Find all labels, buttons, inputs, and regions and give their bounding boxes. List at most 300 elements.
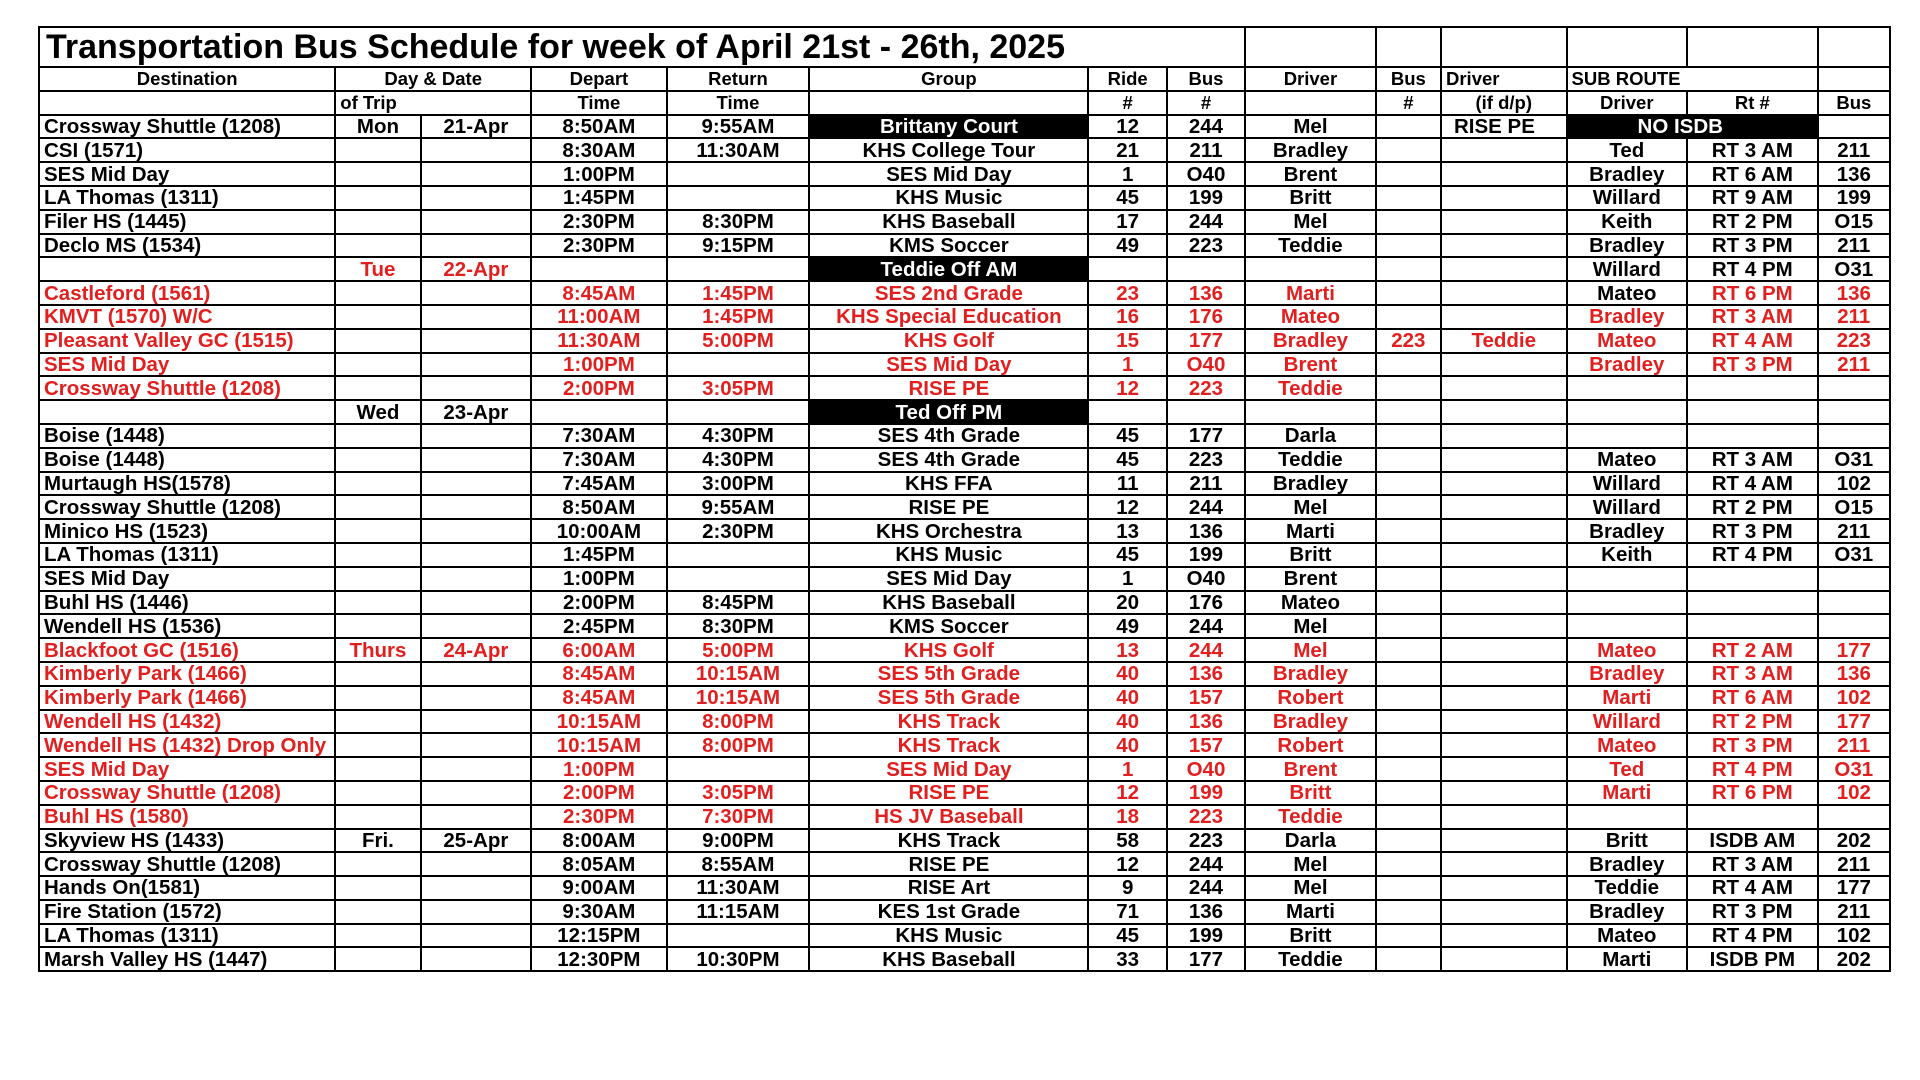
schedule-row bbox=[39, 305, 1890, 329]
group-cell: RISE PE bbox=[809, 852, 1088, 876]
group-cell: SES 4th Grade bbox=[809, 448, 1088, 472]
route-number-cell: RT 9 AM bbox=[1687, 186, 1818, 210]
depart-time-cell: 1:00PM bbox=[531, 162, 667, 186]
destination-cell: Boise (1448) bbox=[39, 424, 335, 448]
driver-cell: Darla bbox=[1245, 829, 1376, 853]
driver-2-cell bbox=[1441, 757, 1567, 781]
date-cell bbox=[421, 424, 531, 448]
driver-2-cell bbox=[1441, 281, 1567, 305]
driver-2-cell bbox=[1441, 614, 1567, 638]
sub-bus-cell bbox=[1818, 424, 1890, 448]
route-number-cell: RT 4 AM bbox=[1687, 329, 1818, 353]
ride-number-cell: 40 bbox=[1088, 733, 1166, 757]
ride-number-cell: 15 bbox=[1088, 329, 1166, 353]
sub-bus-cell: 223 bbox=[1818, 329, 1890, 353]
driver-cell: Britt bbox=[1245, 543, 1376, 567]
schedule-row bbox=[39, 876, 1890, 900]
date-cell bbox=[421, 376, 531, 400]
date-cell bbox=[421, 472, 531, 496]
bus-2-cell bbox=[1376, 210, 1441, 234]
ride-number-cell: 12 bbox=[1088, 852, 1166, 876]
depart-time-cell: 8:45AM bbox=[531, 662, 667, 686]
bus-2-cell bbox=[1376, 900, 1441, 924]
depart-time-cell: 2:00PM bbox=[531, 591, 667, 615]
bus-2-cell bbox=[1376, 733, 1441, 757]
date-cell bbox=[421, 162, 531, 186]
sub-bus-cell bbox=[1818, 591, 1890, 615]
sub-bus-cell bbox=[1818, 376, 1890, 400]
route-number-cell: RT 4 PM bbox=[1687, 543, 1818, 567]
ride-number-cell: 45 bbox=[1088, 543, 1166, 567]
sub-bus-cell: 211 bbox=[1818, 852, 1890, 876]
group-cell: SES 5th Grade bbox=[809, 662, 1088, 686]
day-cell bbox=[335, 138, 420, 162]
group-cell: KHS Track bbox=[809, 733, 1088, 757]
header-bus-2: Bus bbox=[1376, 67, 1441, 91]
route-number-cell: RT 3 PM bbox=[1687, 519, 1818, 543]
sub-bus-cell: O31 bbox=[1818, 257, 1890, 281]
bus-2-cell bbox=[1376, 757, 1441, 781]
schedule-row bbox=[39, 400, 1890, 424]
schedule-row bbox=[39, 924, 1890, 948]
schedule-row bbox=[39, 591, 1890, 615]
driver-2-cell bbox=[1441, 947, 1567, 971]
bus-number-cell: 211 bbox=[1167, 472, 1245, 496]
bus-number-cell: 177 bbox=[1167, 947, 1245, 971]
return-time-cell: 8:00PM bbox=[667, 733, 810, 757]
driver-cell: Mel bbox=[1245, 115, 1376, 139]
driver-cell: Bradley bbox=[1245, 710, 1376, 734]
bus-number-cell: 199 bbox=[1167, 781, 1245, 805]
sub-bus-cell: 211 bbox=[1818, 138, 1890, 162]
return-time-cell: 1:45PM bbox=[667, 305, 810, 329]
ride-number-cell: 45 bbox=[1088, 448, 1166, 472]
schedule-row bbox=[39, 329, 1890, 353]
ride-number-cell: 45 bbox=[1088, 186, 1166, 210]
sub-bus-cell: 211 bbox=[1818, 900, 1890, 924]
bus-number-cell: 157 bbox=[1167, 733, 1245, 757]
bus-number-cell: 223 bbox=[1167, 805, 1245, 829]
header-row-1 bbox=[39, 67, 1890, 91]
route-number-cell bbox=[1687, 424, 1818, 448]
day-cell bbox=[335, 162, 420, 186]
day-cell bbox=[335, 876, 420, 900]
group-cell: KHS Baseball bbox=[809, 591, 1088, 615]
group-cell: KHS Track bbox=[809, 829, 1088, 853]
ride-number-cell: 12 bbox=[1088, 115, 1166, 139]
destination-cell: Buhl HS (1580) bbox=[39, 805, 335, 829]
bus-number-cell: 223 bbox=[1167, 448, 1245, 472]
driver-cell bbox=[1245, 257, 1376, 281]
sub-bus-cell: 102 bbox=[1818, 472, 1890, 496]
bus-2-cell bbox=[1376, 353, 1441, 377]
group-cell: KHS Special Education bbox=[809, 305, 1088, 329]
depart-time-cell bbox=[531, 400, 667, 424]
day-cell bbox=[335, 448, 420, 472]
sub-bus-cell: 136 bbox=[1818, 162, 1890, 186]
depart-time-cell: 1:45PM bbox=[531, 186, 667, 210]
header-ride: Ride bbox=[1088, 67, 1166, 91]
bus-number-cell: 244 bbox=[1167, 876, 1245, 900]
route-number-cell: RT 3 AM bbox=[1687, 448, 1818, 472]
day-cell bbox=[335, 329, 420, 353]
group-cell: SES Mid Day bbox=[809, 353, 1088, 377]
date-cell bbox=[421, 329, 531, 353]
schedule-body bbox=[39, 115, 1890, 972]
driver-2-cell bbox=[1441, 733, 1567, 757]
driver-2-cell bbox=[1441, 591, 1567, 615]
header-return: Return bbox=[667, 67, 810, 91]
bus-number-cell: 176 bbox=[1167, 591, 1245, 615]
return-time-cell bbox=[667, 257, 810, 281]
return-time-cell bbox=[667, 353, 810, 377]
group-cell: KHS College Tour bbox=[809, 138, 1088, 162]
bus-2-cell bbox=[1376, 852, 1441, 876]
sub-bus-cell: 177 bbox=[1818, 876, 1890, 900]
return-time-cell bbox=[667, 757, 810, 781]
depart-time-cell: 2:30PM bbox=[531, 805, 667, 829]
bus-number-cell: 244 bbox=[1167, 614, 1245, 638]
header-group: Group bbox=[809, 67, 1088, 91]
bus-2-cell bbox=[1376, 805, 1441, 829]
ride-number-cell: 1 bbox=[1088, 757, 1166, 781]
sub-bus-cell: 136 bbox=[1818, 662, 1890, 686]
sub-driver-cell: Willard bbox=[1567, 495, 1688, 519]
driver-cell: Mel bbox=[1245, 852, 1376, 876]
bus-number-cell: 199 bbox=[1167, 924, 1245, 948]
sub-bus-cell bbox=[1818, 805, 1890, 829]
depart-time-cell: 8:50AM bbox=[531, 495, 667, 519]
driver-cell: Teddie bbox=[1245, 947, 1376, 971]
schedule-row bbox=[39, 115, 1890, 139]
day-cell bbox=[335, 210, 420, 234]
sub-driver-cell bbox=[1567, 424, 1688, 448]
bus-2-cell bbox=[1376, 400, 1441, 424]
driver-cell: Bradley bbox=[1245, 138, 1376, 162]
header-driver: Driver bbox=[1245, 67, 1376, 91]
bus-2-cell bbox=[1376, 781, 1441, 805]
driver-cell: Mel bbox=[1245, 614, 1376, 638]
date-cell bbox=[421, 138, 531, 162]
bus-2-cell bbox=[1376, 829, 1441, 853]
date-cell bbox=[421, 733, 531, 757]
header-sub-route: SUB ROUTE bbox=[1567, 67, 1818, 91]
depart-time-cell: 9:30AM bbox=[531, 900, 667, 924]
driver-cell: Marti bbox=[1245, 519, 1376, 543]
day-cell bbox=[335, 519, 420, 543]
driver-2-cell bbox=[1441, 781, 1567, 805]
date-cell bbox=[421, 567, 531, 591]
ride-number-cell: 13 bbox=[1088, 638, 1166, 662]
route-number-cell: RT 2 PM bbox=[1687, 710, 1818, 734]
date-cell: 22-Apr bbox=[421, 257, 531, 281]
schedule-row bbox=[39, 781, 1890, 805]
date-cell: 25-Apr bbox=[421, 829, 531, 853]
return-time-cell: 11:15AM bbox=[667, 900, 810, 924]
ride-number-cell: 71 bbox=[1088, 900, 1166, 924]
destination-cell: Buhl HS (1446) bbox=[39, 591, 335, 615]
depart-time-cell: 2:30PM bbox=[531, 234, 667, 258]
route-number-cell: RT 3 PM bbox=[1687, 733, 1818, 757]
return-time-cell: 3:05PM bbox=[667, 781, 810, 805]
schedule-row bbox=[39, 257, 1890, 281]
sub-driver-cell: Britt bbox=[1567, 829, 1688, 853]
group-cell: KHS Music bbox=[809, 543, 1088, 567]
driver-2-cell bbox=[1441, 353, 1567, 377]
date-cell: 24-Apr bbox=[421, 638, 531, 662]
route-number-cell: RT 6 PM bbox=[1687, 281, 1818, 305]
date-cell bbox=[421, 495, 531, 519]
header-bus-2-number: # bbox=[1376, 91, 1441, 115]
return-time-cell bbox=[667, 543, 810, 567]
return-time-cell: 10:15AM bbox=[667, 662, 810, 686]
schedule-row bbox=[39, 805, 1890, 829]
destination-cell: SES Mid Day bbox=[39, 353, 335, 377]
route-number-cell: ISDB PM bbox=[1687, 947, 1818, 971]
sub-bus-cell: O15 bbox=[1818, 210, 1890, 234]
day-cell: Mon bbox=[335, 115, 420, 139]
return-time-cell: 9:15PM bbox=[667, 234, 810, 258]
bus-number-cell bbox=[1167, 400, 1245, 424]
route-number-cell: RT 2 AM bbox=[1687, 638, 1818, 662]
bus-number-cell: 244 bbox=[1167, 638, 1245, 662]
group-cell: RISE PE bbox=[809, 376, 1088, 400]
ride-number-cell: 18 bbox=[1088, 805, 1166, 829]
destination-cell: Declo MS (1534) bbox=[39, 234, 335, 258]
destination-cell: LA Thomas (1311) bbox=[39, 924, 335, 948]
bus-number-cell: O40 bbox=[1167, 567, 1245, 591]
return-time-cell: 1:45PM bbox=[667, 281, 810, 305]
destination-cell: Crossway Shuttle (1208) bbox=[39, 781, 335, 805]
schedule-row bbox=[39, 448, 1890, 472]
sub-bus-cell: 136 bbox=[1818, 281, 1890, 305]
day-cell: Thurs bbox=[335, 638, 420, 662]
route-number-cell: RT 4 PM bbox=[1687, 924, 1818, 948]
bus-2-cell bbox=[1376, 305, 1441, 329]
date-cell: 23-Apr bbox=[421, 400, 531, 424]
ride-number-cell: 16 bbox=[1088, 305, 1166, 329]
schedule-row bbox=[39, 638, 1890, 662]
schedule-row bbox=[39, 614, 1890, 638]
ride-number-cell bbox=[1088, 257, 1166, 281]
bus-2-cell bbox=[1376, 543, 1441, 567]
destination-cell: Fire Station (1572) bbox=[39, 900, 335, 924]
bus-number-cell: 177 bbox=[1167, 424, 1245, 448]
depart-time-cell: 7:30AM bbox=[531, 448, 667, 472]
route-number-cell: RT 3 AM bbox=[1687, 305, 1818, 329]
depart-time-cell: 8:45AM bbox=[531, 281, 667, 305]
driver-2-cell bbox=[1441, 876, 1567, 900]
group-cell: KHS FFA bbox=[809, 472, 1088, 496]
schedule-row bbox=[39, 543, 1890, 567]
day-cell bbox=[335, 614, 420, 638]
bus-number-cell: 244 bbox=[1167, 210, 1245, 234]
header-of-trip: of Trip bbox=[335, 91, 531, 115]
driver-2-cell bbox=[1441, 829, 1567, 853]
driver-cell: Britt bbox=[1245, 186, 1376, 210]
sub-driver-cell: Ted bbox=[1567, 757, 1688, 781]
driver-2-cell bbox=[1441, 257, 1567, 281]
group-cell: SES 2nd Grade bbox=[809, 281, 1088, 305]
sub-driver-cell: Mateo bbox=[1567, 329, 1688, 353]
driver-2-cell: Teddie bbox=[1441, 329, 1567, 353]
bus-2-cell bbox=[1376, 472, 1441, 496]
bus-2-cell bbox=[1376, 115, 1441, 139]
sub-bus-cell: 102 bbox=[1818, 686, 1890, 710]
bus-number-cell: O40 bbox=[1167, 162, 1245, 186]
group-cell: RISE PE bbox=[809, 781, 1088, 805]
driver-cell: Darla bbox=[1245, 424, 1376, 448]
return-time-cell: 8:30PM bbox=[667, 210, 810, 234]
driver-2-cell bbox=[1441, 495, 1567, 519]
day-cell bbox=[335, 495, 420, 519]
bus-2-cell bbox=[1376, 376, 1441, 400]
depart-time-cell: 7:30AM bbox=[531, 424, 667, 448]
sub-driver-cell bbox=[1567, 567, 1688, 591]
schedule-row bbox=[39, 353, 1890, 377]
bus-number-cell: 244 bbox=[1167, 495, 1245, 519]
bus-2-cell bbox=[1376, 519, 1441, 543]
sub-bus-cell: 102 bbox=[1818, 924, 1890, 948]
driver-cell: Mel bbox=[1245, 495, 1376, 519]
destination-cell: Filer HS (1445) bbox=[39, 210, 335, 234]
sub-driver-cell bbox=[1567, 376, 1688, 400]
bus-2-cell bbox=[1376, 234, 1441, 258]
group-cell: KHS Golf bbox=[809, 329, 1088, 353]
header-row-2 bbox=[39, 91, 1890, 115]
sub-driver-cell: Mateo bbox=[1567, 924, 1688, 948]
date-cell bbox=[421, 852, 531, 876]
bus-number-cell bbox=[1167, 257, 1245, 281]
schedule-row bbox=[39, 234, 1890, 258]
date-cell bbox=[421, 186, 531, 210]
group-cell: RISE PE bbox=[809, 495, 1088, 519]
route-number-cell: RT 3 PM bbox=[1687, 900, 1818, 924]
driver-2-cell bbox=[1441, 138, 1567, 162]
ride-number-cell: 1 bbox=[1088, 567, 1166, 591]
driver-2-cell bbox=[1441, 567, 1567, 591]
header-day-date: Day & Date bbox=[335, 67, 531, 91]
bus-2-cell bbox=[1376, 686, 1441, 710]
schedule-row bbox=[39, 376, 1890, 400]
driver-cell: Brent bbox=[1245, 353, 1376, 377]
ride-number-cell bbox=[1088, 400, 1166, 424]
day-cell: Tue bbox=[335, 257, 420, 281]
ride-number-cell: 9 bbox=[1088, 876, 1166, 900]
driver-cell: Mel bbox=[1245, 638, 1376, 662]
sub-bus-cell: 177 bbox=[1818, 710, 1890, 734]
sub-driver-cell: Marti bbox=[1567, 947, 1688, 971]
group-cell: SES 4th Grade bbox=[809, 424, 1088, 448]
depart-time-cell: 8:50AM bbox=[531, 115, 667, 139]
schedule-row bbox=[39, 710, 1890, 734]
bus-number-cell: 223 bbox=[1167, 829, 1245, 853]
sub-driver-cell: Bradley bbox=[1567, 353, 1688, 377]
return-time-cell bbox=[667, 400, 810, 424]
bus-2-cell bbox=[1376, 162, 1441, 186]
return-time-cell: 8:55AM bbox=[667, 852, 810, 876]
driver-cell: Mel bbox=[1245, 210, 1376, 234]
bus-number-cell: 176 bbox=[1167, 305, 1245, 329]
day-cell bbox=[335, 353, 420, 377]
sub-driver-cell: Keith bbox=[1567, 543, 1688, 567]
date-cell bbox=[421, 876, 531, 900]
driver-2-cell bbox=[1441, 305, 1567, 329]
destination-cell: Skyview HS (1433) bbox=[39, 829, 335, 853]
depart-time-cell: 8:05AM bbox=[531, 852, 667, 876]
sub-driver-cell: Mateo bbox=[1567, 448, 1688, 472]
ride-number-cell: 1 bbox=[1088, 353, 1166, 377]
return-time-cell bbox=[667, 162, 810, 186]
return-time-cell: 8:45PM bbox=[667, 591, 810, 615]
group-cell: KES 1st Grade bbox=[809, 900, 1088, 924]
bus-number-cell: 136 bbox=[1167, 662, 1245, 686]
group-cell: KHS Orchestra bbox=[809, 519, 1088, 543]
bus-number-cell: 223 bbox=[1167, 376, 1245, 400]
bus-2-cell bbox=[1376, 186, 1441, 210]
header-bus: Bus bbox=[1167, 67, 1245, 91]
schedule-row bbox=[39, 852, 1890, 876]
depart-time-cell: 8:30AM bbox=[531, 138, 667, 162]
depart-time-cell: 10:15AM bbox=[531, 710, 667, 734]
route-number-cell bbox=[1687, 614, 1818, 638]
date-cell: 21-Apr bbox=[421, 115, 531, 139]
group-cell: KHS Golf bbox=[809, 638, 1088, 662]
route-number-cell bbox=[1687, 376, 1818, 400]
day-cell bbox=[335, 234, 420, 258]
return-time-cell: 11:30AM bbox=[667, 138, 810, 162]
depart-time-cell: 8:00AM bbox=[531, 829, 667, 853]
driver-cell: Britt bbox=[1245, 781, 1376, 805]
group-cell: KMS Soccer bbox=[809, 234, 1088, 258]
driver-2-cell bbox=[1441, 710, 1567, 734]
bus-2-cell bbox=[1376, 567, 1441, 591]
date-cell bbox=[421, 448, 531, 472]
destination-cell: Pleasant Valley GC (1515) bbox=[39, 329, 335, 353]
day-cell bbox=[335, 781, 420, 805]
ride-number-cell: 45 bbox=[1088, 924, 1166, 948]
driver-2-cell bbox=[1441, 924, 1567, 948]
group-cell: KHS Music bbox=[809, 186, 1088, 210]
depart-time-cell bbox=[531, 257, 667, 281]
route-number-cell: RT 4 PM bbox=[1687, 257, 1818, 281]
date-cell bbox=[421, 947, 531, 971]
return-time-cell: 5:00PM bbox=[667, 638, 810, 662]
destination-cell: SES Mid Day bbox=[39, 757, 335, 781]
day-cell bbox=[335, 472, 420, 496]
route-number-cell: RT 4 AM bbox=[1687, 876, 1818, 900]
date-cell bbox=[421, 519, 531, 543]
driver-cell: Bradley bbox=[1245, 329, 1376, 353]
bus-schedule-table bbox=[38, 26, 1891, 972]
bus-2-cell bbox=[1376, 614, 1441, 638]
schedule-row bbox=[39, 162, 1890, 186]
route-number-cell bbox=[1687, 400, 1818, 424]
driver-2-cell bbox=[1441, 638, 1567, 662]
sub-driver-cell: Willard bbox=[1567, 257, 1688, 281]
schedule-row bbox=[39, 662, 1890, 686]
schedule-row bbox=[39, 281, 1890, 305]
sub-driver-cell: Bradley bbox=[1567, 519, 1688, 543]
driver-cell: Teddie bbox=[1245, 805, 1376, 829]
ride-number-cell: 21 bbox=[1088, 138, 1166, 162]
depart-time-cell: 2:00PM bbox=[531, 376, 667, 400]
return-time-cell: 7:30PM bbox=[667, 805, 810, 829]
bus-2-cell bbox=[1376, 138, 1441, 162]
bus-2-cell bbox=[1376, 281, 1441, 305]
ride-number-cell: 49 bbox=[1088, 614, 1166, 638]
schedule-row bbox=[39, 947, 1890, 971]
